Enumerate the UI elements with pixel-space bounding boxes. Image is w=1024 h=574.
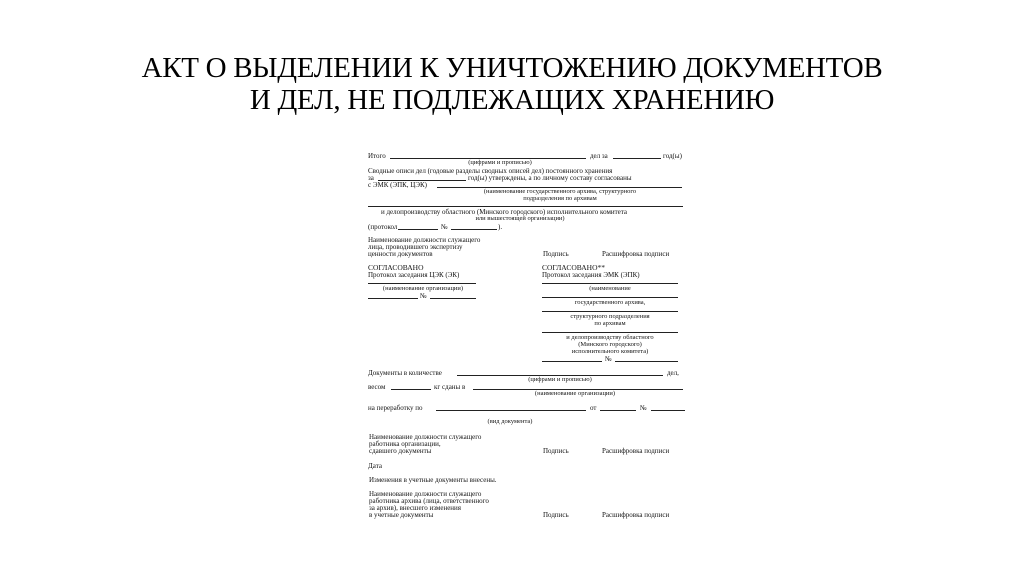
changes-decoding: Расшифровка подписи <box>602 511 670 519</box>
transfer-doc-blank <box>436 410 586 411</box>
transfer-weight: весом <box>368 383 386 391</box>
agreed-right-protocol: Протокол заседания ЭМК (ЭПК) <box>542 271 640 279</box>
changes-line-1: Наименование должности служащего <box>369 490 482 498</box>
total-label: Итого <box>368 152 386 160</box>
inventory-line-4: и делопроизводству областного (Минского городского) исполнительного комитета <box>381 208 628 216</box>
transfer-hint-org: (наименование организации) <box>534 390 616 397</box>
total-years-blank <box>613 158 661 159</box>
transfer-cases: дел, <box>667 369 679 377</box>
changes-line-4: в учетные документы <box>369 511 434 519</box>
handover-line-3: сдавшего документы <box>369 447 432 455</box>
agreed-right-hint-5: и делопроизводству областного <box>566 334 654 341</box>
inventory-hint-1: (наименование государственного архива, структурного <box>483 188 637 195</box>
expert-line-1: Наименование должности служащего <box>368 236 481 244</box>
expert-decoding: Расшифровка подписи <box>602 250 670 258</box>
inventory-line-2-prefix: за <box>368 174 374 182</box>
agreed-right-blank-2 <box>542 297 678 298</box>
transfer-kg: кг сданы в <box>434 383 466 391</box>
inventory-line-3-prefix: с ЭМК (ЭПК, ЦЭК) <box>368 181 427 189</box>
protocol-label: (протокол <box>368 223 398 231</box>
agreed-right-hint-2: государственного архива, <box>574 299 646 306</box>
changes-line-3: за архив), внесшего изменения <box>369 504 462 512</box>
expert-line-2: лица, проводившего экспертизу <box>368 243 463 251</box>
agreed-right-blank-1 <box>542 283 678 284</box>
transfer-number-blank <box>651 410 685 411</box>
agreed-right-hint-6: (Минского городского) <box>578 341 642 348</box>
protocol-date-blank <box>398 229 438 230</box>
inventory-hint-3: или вышестоящей организации) <box>475 215 565 222</box>
agreed-right-hint-4: по архивам <box>594 320 626 327</box>
handover-line-2: работника организации, <box>369 440 441 448</box>
expert-line-3: ценности документов <box>368 250 433 258</box>
inventory-blank-2 <box>368 206 683 207</box>
changes-text: Изменения в учетные документы внесены. <box>369 476 497 484</box>
changes-signature: Подпись <box>543 511 569 519</box>
transfer-no: № <box>640 404 647 412</box>
agreed-right-blank-4 <box>542 332 678 333</box>
handover-signature: Подпись <box>543 447 569 455</box>
agreed-right-hint-1: (наименование <box>589 285 631 292</box>
agreed-left-blank <box>368 283 476 284</box>
total-cases-for: дел за <box>590 152 608 160</box>
agreed-left-heading: СОГЛАСОВАНО <box>368 263 424 272</box>
agreed-left-date-blank <box>368 298 418 299</box>
transfer-docs-qty: Документы в количестве <box>368 369 442 377</box>
transfer-weight-blank <box>391 389 431 390</box>
handover-decoding: Расшифровка подписи <box>602 447 670 455</box>
protocol-number-blank <box>451 229 497 230</box>
title-line-1: АКТ О ВЫДЕЛЕНИИ К УНИЧТОЖЕНИЮ ДОКУМЕНТОВ <box>141 52 883 84</box>
transfer-from: от <box>590 404 597 412</box>
agreed-right-heading: СОГЛАСОВАНО** <box>542 263 606 272</box>
agreed-right-hint-3: структурного подразделения <box>570 313 650 320</box>
transfer-hint-qty: (цифрами и прописью) <box>528 376 592 383</box>
inventory-line-1: Сводные описи дел (годовые разделы сводных описей дел) постоянного хранения <box>368 167 613 175</box>
agreed-right-no: № <box>605 355 612 363</box>
inventory-hint-2: подразделения по архивам <box>523 195 597 202</box>
agreed-left-no: № <box>420 292 427 300</box>
expert-signature: Подпись <box>543 250 569 258</box>
agreed-right-date-blank <box>542 361 602 362</box>
changes-line-2: работника архива (лица, ответственного <box>369 497 489 505</box>
transfer-recycle: на переработку по <box>368 404 423 412</box>
agreed-left-number-blank <box>430 298 476 299</box>
agreed-left-hint: (наименование организации) <box>382 285 464 292</box>
agreed-right-blank-3 <box>542 311 678 312</box>
agreed-right-number-blank <box>615 361 678 362</box>
transfer-hint-doc: (вид документа) <box>487 418 533 425</box>
total-hint: (цифрами и прописью) <box>468 159 532 166</box>
handover-date: Дата <box>368 462 382 470</box>
agreed-left-protocol: Протокол заседания ЦЭК (ЭК) <box>368 271 460 279</box>
handover-line-1: Наименование должности служащего <box>369 433 482 441</box>
transfer-date-blank <box>600 410 636 411</box>
total-years: год(ы) <box>663 152 682 160</box>
protocol-end: ). <box>498 223 503 231</box>
inventory-line-2: год(ы) утверждены, а по личному составу согласованы <box>468 174 632 182</box>
protocol-no: № <box>441 223 448 231</box>
agreed-right-hint-7: исполнительного комитета) <box>571 348 649 355</box>
title-line-2: И ДЕЛ, НЕ ПОДЛЕЖАЩИХ ХРАНЕНИЮ <box>249 84 775 116</box>
